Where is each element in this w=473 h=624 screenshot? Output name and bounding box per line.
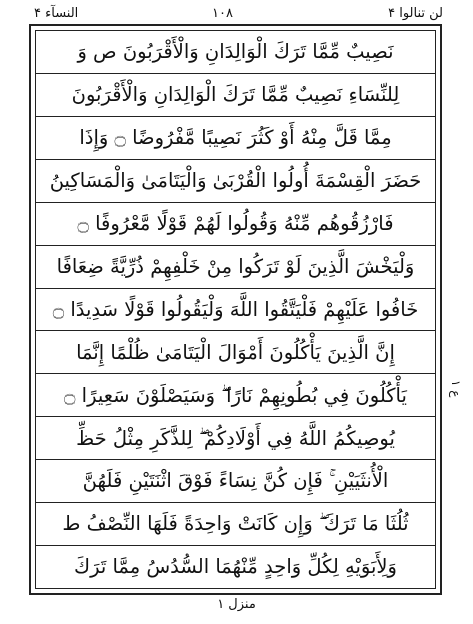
text-line-12	[36, 503, 435, 546]
surah-name-header: النسآء ۴	[34, 6, 79, 21]
text-line-2	[36, 74, 435, 117]
line-text: إِنَّ الَّذِينَ يَأْكُلُونَ أَمْوَالَ الْيَتَامَىٰ ظُلْمًا إِنَّمَا	[76, 340, 395, 364]
line-text: وَلِأَبَوَيْهِ لِكُلِّ وَاحِدٍ مِّنْهُمَا السُّدُسُ مِمَّا تَرَكَ	[74, 555, 397, 579]
line-text: يَأْكُلُونَ فِي بُطُونِهِمْ نَارًا ۖ وَسَيَصْلَوْنَ سَعِيرًا ۝	[64, 383, 407, 407]
text-line-9	[36, 374, 435, 417]
text-line-11	[36, 460, 435, 503]
line-text: خَافُوا عَلَيْهِمْ فَلْيَتَّقُوا اللَّهَ وَلْيَقُولُوا قَوْلًا سَدِيدًا ۝	[52, 297, 419, 321]
line-text: الْأُنثَيَيْنِ ۚ فَإِن كُنَّ نِسَاءً فَوْقَ اثْنَتَيْنِ فَلَهُنَّ	[82, 469, 389, 493]
text-body	[36, 31, 435, 588]
manzil-footer: منزل ۱	[217, 597, 256, 612]
ruku-margin-marker: ع ۱	[449, 380, 463, 398]
text-line-4	[36, 160, 435, 203]
line-text: لِلنِّسَاءِ نَصِيبٌ مِّمَّا تَرَكَ الْوَالِدَانِ وَالْأَقْرَبُونَ	[71, 83, 400, 107]
text-line-10	[36, 417, 435, 460]
line-text: مِمَّا قَلَّ مِنْهُ أَوْ كَثُرَ نَصِيبًا مَّفْرُوضًا ۝ وَإِذَا	[79, 126, 392, 150]
text-line-13	[36, 546, 435, 588]
text-line-8	[36, 331, 435, 374]
text-line-7	[36, 289, 435, 332]
text-line-6	[36, 246, 435, 289]
juz-name-header: لن تنالوا ۴	[388, 6, 443, 21]
line-text: نَصِيبٌ مِّمَّا تَرَكَ الْوَالِدَانِ وَالْأَقْرَبُونَ ص وَ	[77, 40, 394, 64]
line-text: وَلْيَخْشَ الَّذِينَ لَوْ تَرَكُوا مِنْ خَلْفِهِمْ ذُرِّيَّةً ضِعَافًا	[56, 254, 415, 278]
page-number: ۱۰۸	[212, 6, 233, 21]
line-text: حَضَرَ الْقِسْمَةَ أُولُوا الْقُرْبَىٰ وَالْيَتَامَىٰ وَالْمَسَاكِينُ	[49, 168, 422, 192]
text-line-5	[36, 203, 435, 246]
line-text: يُوصِيكُمُ اللَّهُ فِي أَوْلَادِكُمْ ۖ لِلذَّكَرِ مِثْلُ حَظِّ	[76, 426, 395, 450]
line-text: ثُلُثَا مَا تَرَكَ ۖ وَإِن كَانَتْ وَاحِدَةً فَلَهَا النِّصْفُ ط	[62, 512, 409, 536]
line-text: فَارْزُقُوهُم مِّنْهُ وَقُولُوا لَهُمْ قَوْلًا مَّعْرُوفًا ۝	[77, 211, 394, 235]
text-line-1	[36, 31, 435, 74]
text-line-3	[36, 117, 435, 160]
